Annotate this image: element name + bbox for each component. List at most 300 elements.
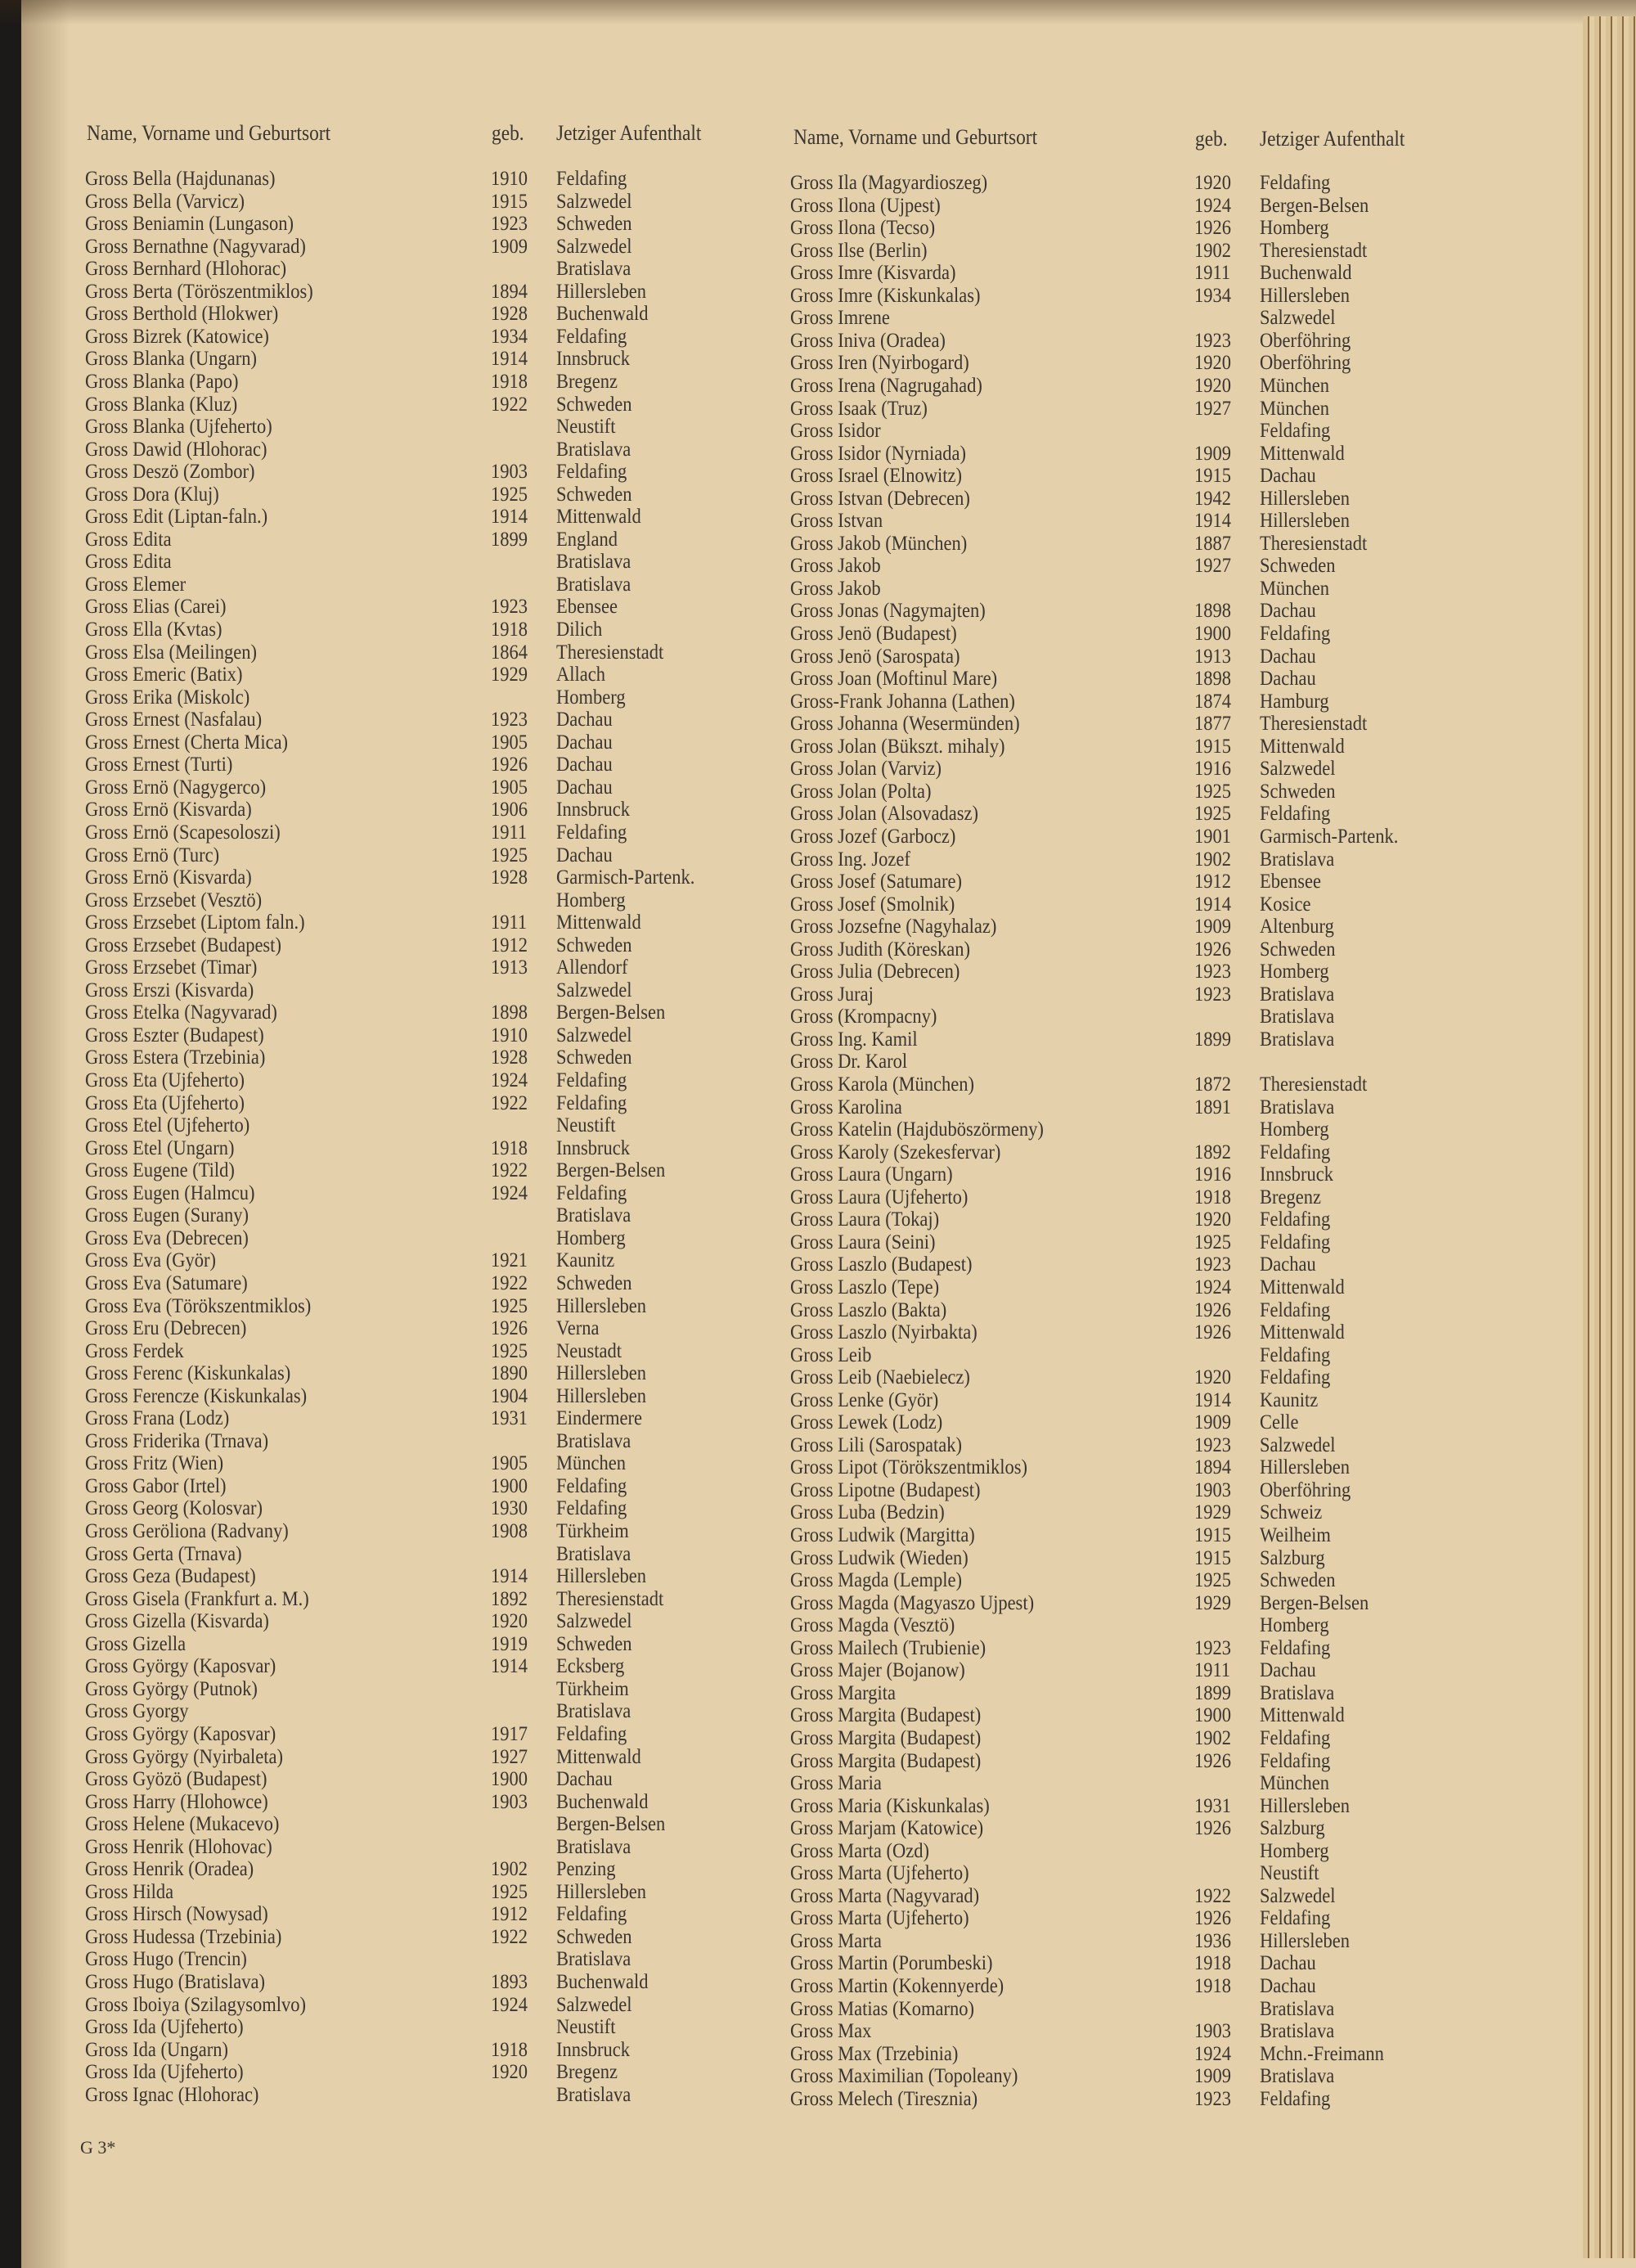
entry-name: Gross-Frank Johanna (Lathen)	[790, 690, 1015, 713]
entry-born: 1921	[491, 1249, 528, 1272]
entry-residence: Feldafing	[556, 325, 627, 348]
entry-name: Gross Ignac (Hlohorac)	[85, 2083, 259, 2106]
entry-born: 1912	[1194, 871, 1231, 893]
entry-name: Gross Eva (Debrecen)	[85, 1226, 249, 1249]
entry-born: 1934	[491, 325, 528, 348]
entry-name: Gross Blanka (Ujfeherto)	[85, 416, 272, 439]
entry-name: Gross Ernest (Turti)	[85, 754, 233, 776]
entry-residence: Mittenwald	[556, 911, 641, 934]
entry-residence: Hillersleben	[556, 1362, 646, 1385]
entry-residence: Neustift	[1260, 1862, 1319, 1885]
entry-name: Gross Johanna (Wesermünden)	[790, 713, 1020, 736]
entry-name: Gross Helene (Mukacevo)	[85, 1813, 280, 1836]
entry-residence: Mittenwald	[556, 1745, 641, 1768]
entry-residence: Feldafing	[1260, 1231, 1331, 1253]
entry-name: Gross Erika (Miskolc)	[85, 686, 250, 709]
entry-residence: Dachau	[556, 731, 613, 754]
entry-born: 1925	[491, 1339, 528, 1362]
entry-name: Gross Fritz (Wien)	[85, 1452, 224, 1475]
entry-born: 1926	[491, 1317, 528, 1340]
entry-name: Gross Laszlo (Nyirbakta)	[790, 1321, 978, 1344]
entry-residence: Feldafing	[556, 821, 627, 844]
entry-residence: Dachau	[1260, 645, 1316, 668]
entry-born: 1920	[1194, 172, 1231, 194]
entry-residence: Feldafing	[1260, 623, 1331, 645]
entry-name: Gross Mailech (Trubienie)	[790, 1636, 987, 1659]
entry-born: 1909	[1194, 916, 1231, 938]
entry-name: Gross Erzsebet (Liptom faln.)	[85, 911, 305, 934]
entry-name: Gross Lipotne (Budapest)	[790, 1478, 981, 1501]
entry-name: Gross Margita (Budapest)	[790, 1726, 982, 1749]
entry-born: 1904	[491, 1384, 528, 1407]
entry-residence: Schweiz	[1260, 1501, 1323, 1524]
entry-residence: Dachau	[556, 776, 613, 799]
entry-born: 1927	[491, 1745, 528, 1768]
entry-residence: Kosice	[1260, 893, 1311, 916]
entry-residence: Hillersleben	[1260, 487, 1350, 510]
entry-residence: Hillersleben	[1260, 510, 1350, 533]
entry-born: 1915	[1194, 465, 1231, 488]
entry-residence: Homberg	[556, 1226, 626, 1249]
entry-born: 1929	[491, 664, 528, 686]
entry-name: Gross Eugene (Tild)	[85, 1159, 235, 1182]
page-signature: G 3*	[80, 2137, 116, 2158]
entry-born: 1925	[491, 844, 528, 866]
entry-name: Gross Irena (Nagrugahad)	[790, 374, 982, 397]
entry-born: 1942	[1194, 487, 1231, 510]
entry-name: Gross Imre (Kisvarda)	[790, 262, 956, 285]
entry-name: Gross Erzsebet (Budapest)	[85, 934, 281, 956]
entry-born: 1910	[491, 1024, 528, 1046]
entry-name: Gross Juraj	[790, 983, 874, 1006]
entry-born: 1900	[1194, 1704, 1231, 1727]
entry-born: 1915	[1194, 1524, 1231, 1546]
entry-residence: Bratislava	[556, 1429, 631, 1452]
entry-residence: Bratislava	[1260, 2020, 1335, 2043]
entry-residence: Verna	[556, 1317, 600, 1340]
entry-residence: Bratislava	[1260, 1096, 1335, 1118]
entry-name: Gross Jakob (München)	[790, 532, 968, 555]
entry-name: Gross Etelka (Nagyvarad)	[85, 1001, 277, 1024]
entry-residence: Mittenwald	[1260, 1276, 1345, 1298]
entry-residence: Neustadt	[556, 1339, 622, 1362]
entry-born: 1918	[491, 619, 528, 641]
entry-residence: Schweden	[556, 1271, 632, 1294]
entry-name: Gross Judith (Köreskan)	[790, 938, 970, 961]
entry-residence: Penzing	[556, 1858, 616, 1881]
entry-born: 1926	[491, 754, 528, 776]
entry-name: Gross Leib	[790, 1343, 872, 1366]
entry-residence: Hillersleben	[1260, 284, 1350, 307]
entry-name: Gross Edita	[85, 551, 172, 574]
entry-residence: Neustift	[556, 2016, 616, 2039]
entry-name: Gross Imrene	[790, 307, 890, 330]
entry-residence: Kaunitz	[556, 1249, 615, 1272]
entry-residence: München	[1260, 374, 1329, 397]
entry-name: Gross Istvan	[790, 510, 883, 533]
entry-name: Gross Etel (Ungarn)	[85, 1136, 235, 1159]
entry-residence: Bratislava	[556, 551, 631, 574]
entry-born: 1914	[491, 1655, 528, 1678]
entry-residence: Mittenwald	[1260, 1321, 1345, 1344]
entry-born: 1898	[1194, 668, 1231, 691]
entry-name: Gross Dawid (Hlohorac)	[85, 438, 267, 461]
entry-residence: Salzwedel	[556, 190, 632, 213]
entry-name: Gross Marta	[790, 1929, 882, 1952]
entry-name: Gross Laszlo (Budapest)	[790, 1253, 973, 1276]
entry-name: Gross Frana (Lodz)	[85, 1407, 230, 1430]
entry-residence: Bratislava	[1260, 848, 1335, 871]
entry-name: Gross Ernö (Kisvarda)	[85, 866, 252, 889]
entry-name: Gross Ing. Kamil	[790, 1028, 918, 1051]
entry-born: 1913	[1194, 645, 1231, 668]
entry-residence: Feldafing	[1260, 1298, 1331, 1321]
entry-born: 1923	[1194, 329, 1231, 352]
entry-residence: Buchenwald	[556, 1971, 649, 1993]
entry-born: 1919	[491, 1632, 528, 1655]
entry-name: Gross Magda (Magyaszo Ujpest)	[790, 1591, 1035, 1614]
entry-name: Gross Bernhard (Hlohorac)	[85, 258, 287, 281]
entry-name: Gross Ella (Kvtas)	[85, 619, 222, 641]
entry-born: 1903	[491, 461, 528, 484]
entry-residence: Schweden	[556, 1632, 632, 1655]
entry-born: 1936	[1194, 1929, 1231, 1952]
entry-name: Gross Gisela (Frankfurt a. M.)	[85, 1587, 309, 1610]
entry-born: 1923	[1194, 1636, 1231, 1659]
left-header-name: Name, Vorname und Geburtsort	[87, 121, 331, 145]
entry-name: Gross Laszlo (Bakta)	[790, 1298, 947, 1321]
entry-residence: Homberg	[1260, 961, 1329, 983]
entry-born: 1894	[1194, 1456, 1231, 1479]
entry-born: 1903	[1194, 2020, 1231, 2043]
entry-name: Gross Erzsebet (Timar)	[85, 956, 258, 979]
right-header-residence: Jetziger Aufenthalt	[1260, 127, 1405, 151]
entry-born: 1926	[1194, 1907, 1231, 1930]
entry-born: 1922	[491, 1925, 528, 1948]
entry-name: Gross Katelin (Hajduböszörmeny)	[790, 1118, 1044, 1141]
entry-name: Gross Max (Trzebinia)	[790, 2042, 959, 2065]
entry-name: Gross Magda (Vesztö)	[790, 1614, 955, 1637]
entry-name: Gross Laszlo (Tepe)	[790, 1276, 940, 1298]
entry-name: Gross Margita	[790, 1681, 896, 1704]
entry-name: Gross Laura (Ujfeherto)	[790, 1186, 969, 1208]
entry-born: 1877	[1194, 713, 1231, 736]
entry-name: Gross Marta (Ujfeherto)	[790, 1862, 969, 1885]
entry-born: 1914	[491, 506, 528, 529]
entry-born: 1934	[1194, 284, 1231, 307]
entry-name: Gross Iniva (Oradea)	[790, 329, 946, 352]
entry-born: 1914	[1194, 1388, 1231, 1411]
entry-name: Gross Matias (Komarno)	[790, 1997, 974, 2020]
entry-residence: Salzburg	[1260, 1817, 1325, 1840]
entry-name: Gross Ferdek	[85, 1339, 184, 1362]
entry-born: 1903	[491, 1790, 528, 1813]
entry-name: Gross Elemer	[85, 573, 187, 596]
entry-residence: Hillersleben	[556, 1565, 646, 1588]
entry-born: 1914	[491, 1565, 528, 1588]
entry-born: 1894	[491, 280, 528, 303]
entry-name: Gross Leib (Naebielecz)	[790, 1366, 970, 1389]
entry-born: 1906	[491, 799, 528, 821]
entry-name: Gross Maximilian (Topoleany)	[790, 2065, 1018, 2088]
entry-residence: Weilheim	[1260, 1524, 1331, 1546]
entry-residence: Homberg	[1260, 1118, 1329, 1141]
entry-residence: Hillersleben	[556, 1384, 646, 1407]
entry-residence: Hillersleben	[1260, 1929, 1350, 1952]
entry-name: Gross Hudessa (Trzebinia)	[85, 1925, 282, 1948]
entry-born: 1916	[1194, 1163, 1231, 1186]
entry-name: Gross Margita (Budapest)	[790, 1749, 982, 1772]
entry-residence: Homberg	[1260, 1614, 1329, 1637]
entry-residence: Salzwedel	[1260, 1884, 1336, 1907]
entry-name: Gross Maria (Kiskunkalas)	[790, 1794, 990, 1817]
entry-born: 1898	[1194, 600, 1231, 623]
entry-name: Gross Bizrek (Katowice)	[85, 325, 269, 348]
entry-name: Gross Ing. Jozef	[790, 848, 910, 871]
entry-residence: Mchn.-Freimann	[1260, 2042, 1384, 2065]
entry-name: Gross Karoly (Szekesfervar)	[790, 1141, 1001, 1163]
entry-residence: Salzburg	[1260, 1546, 1325, 1569]
entry-residence: Schweden	[1260, 555, 1336, 578]
entry-name: Gross Max	[790, 2020, 872, 2043]
entry-residence: Schweden	[1260, 780, 1336, 803]
entry-name: Gross Isidor (Nyrniada)	[790, 442, 966, 465]
entry-born: 1931	[1194, 1794, 1231, 1817]
entry-name: Gross Margita (Budapest)	[790, 1704, 982, 1727]
entry-name: Gross Jozef (Garbocz)	[790, 825, 956, 848]
entry-name: Gross Jolan (Varviz)	[790, 758, 942, 781]
entry-name: Gross Emeric (Batix)	[85, 664, 243, 686]
entry-residence: Salzwedel	[1260, 1433, 1336, 1456]
entry-born: 1924	[491, 1069, 528, 1091]
entry-name: Gross Ilona (Tecso)	[790, 217, 936, 240]
entry-name: Gross Imre (Kiskunkalas)	[790, 284, 981, 307]
entry-name: Gross Karolina	[790, 1096, 902, 1118]
entry-born: 1914	[491, 348, 528, 371]
entry-name: Gross Marta (Ozd)	[790, 1839, 929, 1862]
entry-name: Gross Estera (Trzebinia)	[85, 1046, 266, 1069]
entry-born: 1929	[1194, 1591, 1231, 1614]
entry-born: 1924	[1194, 1276, 1231, 1298]
entry-residence: Homberg	[556, 686, 626, 709]
entry-born: 1909	[1194, 2065, 1231, 2088]
entry-born: 1925	[491, 483, 528, 506]
entry-name: Gross Lili (Sarospatak)	[790, 1433, 962, 1456]
entry-name: Gross Marta (Ujfeherto)	[790, 1907, 969, 1930]
entry-residence: Innsbruck	[556, 1136, 630, 1159]
entry-name: Gross Hugo (Bratislava)	[85, 1971, 265, 1993]
entry-residence: Buchenwald	[556, 303, 649, 326]
entry-name: Gross Joan (Moftinul Mare)	[790, 668, 998, 691]
entry-residence: Allach	[556, 664, 605, 686]
entry-born: 1929	[1194, 1501, 1231, 1524]
entry-born: 1909	[1194, 1411, 1231, 1434]
entry-name: Gross Jolan (Bükszt. mihaly)	[790, 735, 1005, 758]
entry-name: Gross Maria	[790, 1772, 882, 1795]
entry-born: 1915	[491, 190, 528, 213]
entry-residence: Feldafing	[556, 461, 627, 484]
entry-residence: Bratislava	[1260, 1997, 1335, 2020]
entry-residence: München	[1260, 1772, 1329, 1795]
entry-residence: Salzwedel	[1260, 307, 1336, 330]
entry-born: 1920	[1194, 352, 1231, 375]
entry-residence: Dachau	[556, 844, 613, 866]
entry-born: 1928	[491, 866, 528, 889]
entry-born: 1925	[491, 1294, 528, 1317]
entry-name: Gross Julia (Debrecen)	[790, 961, 960, 983]
entry-born: 1925	[1194, 780, 1231, 803]
entry-name: Gross Dr. Karol	[790, 1051, 908, 1073]
entry-born: 1922	[491, 1091, 528, 1114]
entry-name: Gross György (Kaposvar)	[85, 1655, 276, 1678]
entry-name: Gross Bernathne (Nagyvarad)	[85, 235, 306, 258]
entry-residence: Dachau	[1260, 600, 1316, 623]
entry-born: 1926	[1194, 938, 1231, 961]
entry-born: 1917	[491, 1722, 528, 1745]
entry-residence: Innsbruck	[1260, 1163, 1333, 1186]
entry-residence: Bergen-Belsen	[556, 1813, 666, 1836]
entry-born: 1899	[491, 528, 528, 551]
entry-name: Gross Ilse (Berlin)	[790, 239, 928, 262]
entry-name: Gross Blanka (Papo)	[85, 370, 239, 393]
entry-born: 1920	[491, 1610, 528, 1633]
entry-residence: Theresienstadt	[1260, 1073, 1368, 1096]
entry-name: Gross Henrik (Hlohovac)	[85, 1835, 272, 1858]
entry-residence: Oberföhring	[1260, 329, 1351, 352]
entry-name: Gross Isaak (Truz)	[790, 397, 928, 420]
entry-born: 1898	[491, 1001, 528, 1024]
entry-residence: Hamburg	[1260, 690, 1329, 713]
entry-name: Gross Jolan (Alsovadasz)	[790, 803, 978, 826]
entry-name: Gross Isidor	[790, 420, 881, 443]
entry-residence: Salzwedel	[556, 1993, 632, 2016]
entry-residence: Bregenz	[1260, 1186, 1321, 1208]
entry-residence: Neustift	[556, 1114, 616, 1137]
entry-name: Gross Ernö (Scapesoloszi)	[85, 821, 281, 844]
entry-residence: Hillersleben	[556, 280, 646, 303]
entry-residence: Schweden	[556, 213, 632, 236]
entry-residence: Eindermere	[556, 1407, 642, 1430]
entry-born: 1923	[1194, 961, 1231, 983]
entry-born: 1926	[1194, 217, 1231, 240]
entry-born: 1911	[491, 911, 528, 934]
entry-residence: Innsbruck	[556, 2038, 630, 2061]
entry-residence: Bratislava	[1260, 1006, 1335, 1028]
entry-name: Gross Karola (München)	[790, 1073, 974, 1096]
entry-residence: Feldafing	[1260, 2087, 1331, 2110]
entry-name: Gross Jenö (Budapest)	[790, 623, 957, 645]
entry-name: Gross Etel (Ujfeherto)	[85, 1114, 250, 1137]
entry-name: Gross Lipot (Törökszentmiklos)	[790, 1456, 1027, 1479]
entry-born: 1922	[491, 1271, 528, 1294]
entry-name: Gross Beniamin (Lungason)	[85, 213, 294, 236]
entry-residence: Bergen-Belsen	[556, 1001, 666, 1024]
entry-born: 1891	[1194, 1096, 1231, 1118]
entry-residence: Schweden	[556, 1925, 632, 1948]
entry-name: Gross Bella (Varvicz)	[85, 190, 245, 213]
left-header-residence: Jetziger Aufenthalt	[556, 121, 702, 145]
entry-name: Gross Dora (Kluj)	[85, 483, 219, 506]
entry-residence: Innsbruck	[556, 348, 630, 371]
entry-name: Gross Gerta (Trnava)	[85, 1542, 242, 1565]
entry-residence: Bratislava	[556, 1700, 631, 1723]
entry-residence: Bratislava	[556, 1835, 631, 1858]
entry-name: Gross Harry (Hlohowce)	[85, 1790, 268, 1813]
entry-born: 1926	[1194, 1298, 1231, 1321]
entry-residence: München	[1260, 397, 1329, 420]
top-shadow	[0, 0, 1636, 25]
entry-name: Gross Luba (Bedzin)	[790, 1501, 945, 1524]
entry-residence: Feldafing	[1260, 172, 1331, 194]
entry-residence: Feldafing	[556, 1474, 627, 1497]
entry-born: 1931	[491, 1407, 528, 1430]
entry-residence: Altenburg	[1260, 916, 1334, 938]
entry-residence: Schweden	[1260, 938, 1336, 961]
entry-born: 1872	[1194, 1073, 1231, 1096]
entry-born: 1902	[1194, 1726, 1231, 1749]
entry-name: Gross Martin (Kokennyerde)	[790, 1975, 1005, 1997]
entry-born: 1900	[491, 1768, 528, 1791]
entry-name: Gross Ernö (Kisvarda)	[85, 799, 252, 821]
entry-born: 1920	[1194, 1208, 1231, 1231]
entry-born: 1925	[1194, 1231, 1231, 1253]
entry-residence: Innsbruck	[556, 799, 630, 821]
entry-residence: Allendorf	[556, 956, 628, 979]
entry-residence: Celle	[1260, 1411, 1299, 1434]
entry-name: Gross Marjam (Katowice)	[790, 1817, 984, 1840]
entry-born: 1930	[491, 1497, 528, 1520]
entry-name: Gross Laura (Ungarn)	[790, 1163, 953, 1186]
entry-name: Gross Ida (Ungarn)	[85, 2038, 228, 2061]
entry-born: 1923	[491, 709, 528, 731]
entry-born: 1927	[1194, 555, 1231, 578]
entry-name: Gross Lenke (Györ)	[790, 1388, 939, 1411]
entry-born: 1925	[491, 1880, 528, 1903]
entry-residence: Neustift	[556, 416, 616, 439]
entry-name: Gross Hilda	[85, 1880, 174, 1903]
entry-born: 1908	[491, 1520, 528, 1542]
entry-residence: Salzwedel	[556, 979, 632, 1001]
entry-residence: Hillersleben	[556, 1880, 646, 1903]
entry-residence: Feldafing	[556, 1722, 627, 1745]
entry-residence: Salzwedel	[556, 1610, 632, 1633]
entry-residence: München	[556, 1452, 626, 1475]
entry-name: Gross Majer (Bojanow)	[790, 1659, 965, 1682]
entry-name: Gross Josef (Satumare)	[790, 871, 962, 893]
entry-born: 1925	[1194, 1569, 1231, 1592]
entry-residence: Salzwedel	[556, 1024, 632, 1046]
page-edges	[1583, 16, 1636, 2258]
entry-name: Gross Eva (Satumare)	[85, 1271, 248, 1294]
entry-name: Gross Gizella	[85, 1632, 187, 1655]
entry-name: Gross György (Putnok)	[85, 1677, 258, 1700]
entry-residence: Schweden	[556, 393, 632, 416]
entry-residence: Dilich	[556, 619, 603, 641]
entry-born: 1926	[1194, 1321, 1231, 1344]
entry-residence: Hillersleben	[1260, 1794, 1350, 1817]
entry-name: Gross Ernö (Turc)	[85, 844, 220, 866]
entry-residence: Schweden	[556, 934, 632, 956]
entry-born: 1900	[491, 1474, 528, 1497]
entry-born: 1918	[1194, 1975, 1231, 1997]
entry-born: 1923	[1194, 1253, 1231, 1276]
entry-born: 1864	[491, 641, 528, 664]
entry-born: 1887	[1194, 532, 1231, 555]
entry-name: Gross Elias (Carei)	[85, 596, 227, 619]
entry-born: 1923	[491, 213, 528, 236]
entry-residence: Mittenwald	[556, 506, 641, 529]
entry-name: Gross Ludwik (Margitta)	[790, 1524, 975, 1546]
